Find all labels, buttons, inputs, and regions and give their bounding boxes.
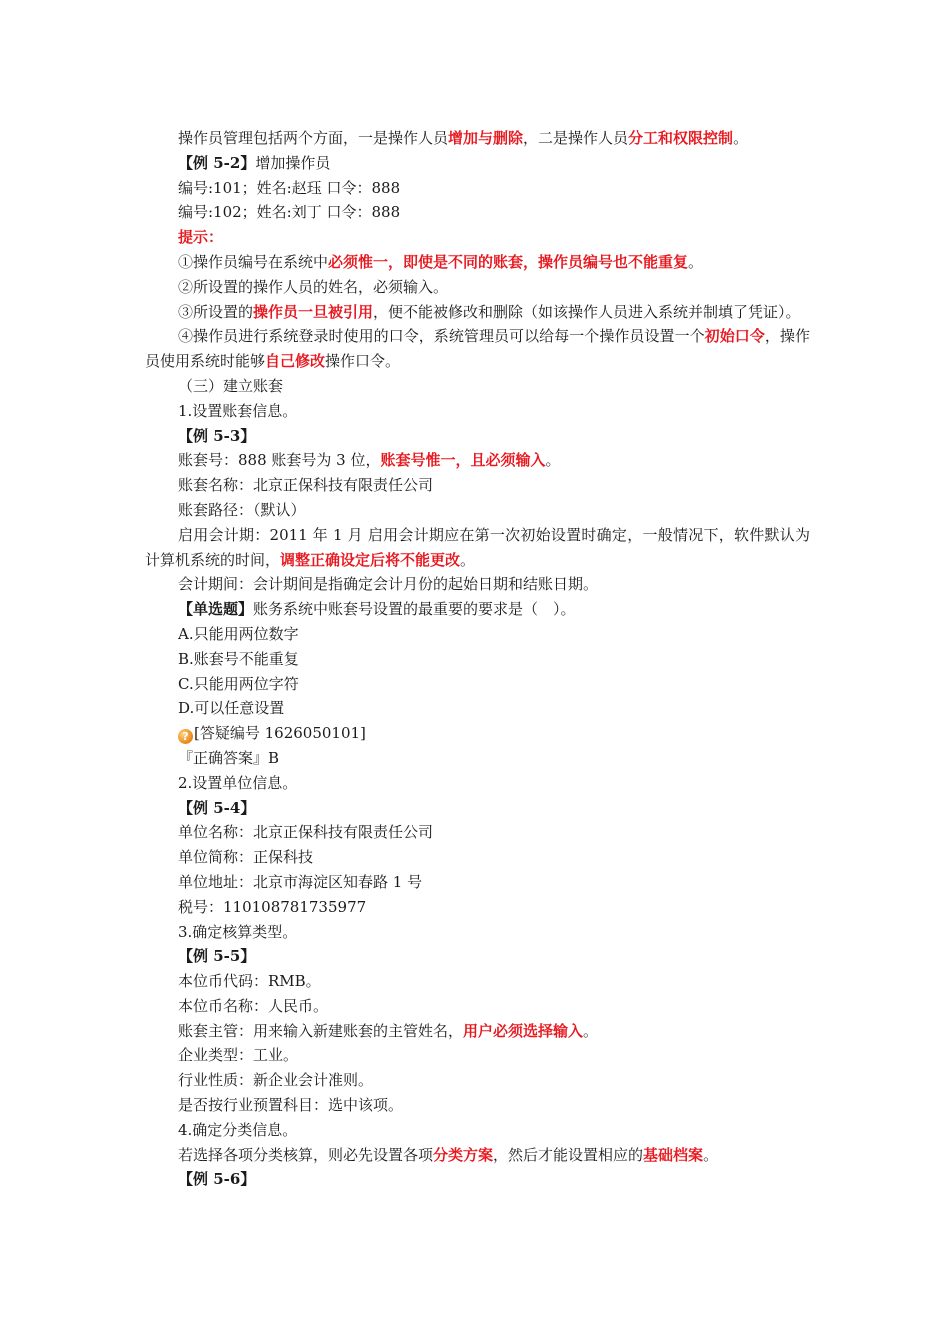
emphasis: 初始口令 [704,327,765,346]
emphasis: 增加与删除 [448,129,524,147]
question-label: 【单选题】 [178,600,254,619]
paragraph-operator-mgmt [145,126,810,151]
paragraph-start-period [145,523,810,573]
tip-1 [145,250,810,275]
text: ，操作员使用系统时能够 [145,327,810,371]
line: 税号：110108781735977 [178,897,367,916]
line: 单位地址：北京市海淀区知春路 1 号 [178,872,423,891]
line: 行业性质：新企业会计准则。 [178,1071,374,1090]
text: 若选择各项分类核算，则必先设置各项 [178,1145,434,1164]
option-d: D.可以任意设置 [178,699,285,718]
question-reference [145,721,810,746]
emphasis: 基础档案 [643,1145,704,1164]
text: 。 [460,550,476,569]
tip-4 [145,324,810,374]
emphasis: 分工和权限控制 [628,129,734,147]
emphasis: 分类方案 [433,1145,494,1164]
text: 。 [733,129,749,147]
line: 2.设置单位信息。 [178,773,298,792]
text: ④操作员进行系统登录时使用的口令，系统管理员可以给每一个操作员设置一个 [178,327,705,346]
emphasis: 用户必须选择输入 [463,1021,584,1040]
emphasis: 自己修改 [265,352,326,371]
tip-heading: 提示： [178,228,224,247]
line: 3.确定核算类型。 [178,922,298,941]
text: 操作员管理包括两个方面，一是操作人员 [178,129,449,147]
example-5-3: 【例 5-3】 [178,426,256,445]
text: 。 [703,1145,719,1164]
emphasis: 账套号惟一，且必须输入 [380,451,546,470]
text: 账务系统中账套号设置的最重要的要求是（ ）。 [253,600,576,619]
option-c: C.只能用两位字符 [178,674,299,693]
option-b: B.账套号不能重复 [178,649,299,668]
text: ，然后才能设置相应的 [493,1145,644,1164]
example-5-6: 【例 5-6】 [178,1170,256,1189]
line-operator-101: 编号:101；姓名:赵珏 口令：888 [178,178,401,197]
line [145,1019,810,1044]
line: 账套名称：北京正保科技有限责任公司 [178,476,434,495]
line: 本位币名称：人民币。 [178,996,329,1015]
text: ①操作员编号在系统中 [178,252,329,271]
question-icon: ? [178,729,193,744]
text: 账套号：888 账套号为 3 位， [178,451,381,470]
line [145,448,810,473]
line: 是否按行业预置科目：选中该项。 [178,1096,404,1115]
line: 账套路径：（默认） [178,500,306,519]
example-5-5: 【例 5-5】 [178,947,256,966]
text: 增加操作员 [255,153,331,172]
text: ③所设置的 [178,302,254,321]
example-label: 【例 5-2】 [178,153,256,172]
line: 1.设置账套信息。 [178,401,298,420]
example-5-4: 【例 5-4】 [178,798,256,817]
option-a: A.只能用两位数字 [178,624,299,643]
text: ，便不能被修改和删除（如该操作人员进入系统并制填了凭证）。 [373,302,801,321]
text: ，二是操作人员 [523,129,629,147]
line: 单位简称：正保科技 [178,848,314,867]
emphasis: 操作员一旦被引用 [253,302,374,321]
text: 。 [583,1021,599,1040]
text: [答疑编号 1626050101] [194,724,366,743]
question-stem [145,597,810,622]
line [145,1143,810,1168]
example-5-2 [145,151,810,176]
text: （三）建立账套 [178,376,284,395]
line: 本位币代码：RMB。 [178,972,321,991]
line: 4.确定分类信息。 [178,1120,298,1139]
emphasis: 调整正确设定后将不能更改 [280,550,461,569]
section-heading-build-account [145,374,810,399]
text: 账套主管：用来输入新建账套的主管姓名， [178,1021,464,1040]
tip-3 [145,300,810,325]
text: 操作口令。 [325,352,401,371]
text: 。 [545,451,561,470]
line: 会计期间：会计期间是指确定会计月份的起始日期和结账日期。 [178,575,599,594]
tip-2: ②所设置的操作人员的姓名，必须输入。 [178,277,449,296]
text: 启用会计期：2011 年 1 月 启用会计期应在第一次初始设置时确定，一般情况下，软件默认为计算机系统的时间， [145,525,810,569]
document-page [145,126,810,1192]
correct-answer: 『正确答案』B [178,748,280,767]
emphasis: 必须惟一，即使是不同的账套，操作员编号也不能重复 [328,252,689,271]
line: 企业类型：工业。 [178,1046,299,1065]
text: 。 [688,252,704,271]
line-operator-102: 编号:102；姓名:刘丁 口令：888 [178,203,401,222]
line: 单位名称：北京正保科技有限责任公司 [178,823,434,842]
